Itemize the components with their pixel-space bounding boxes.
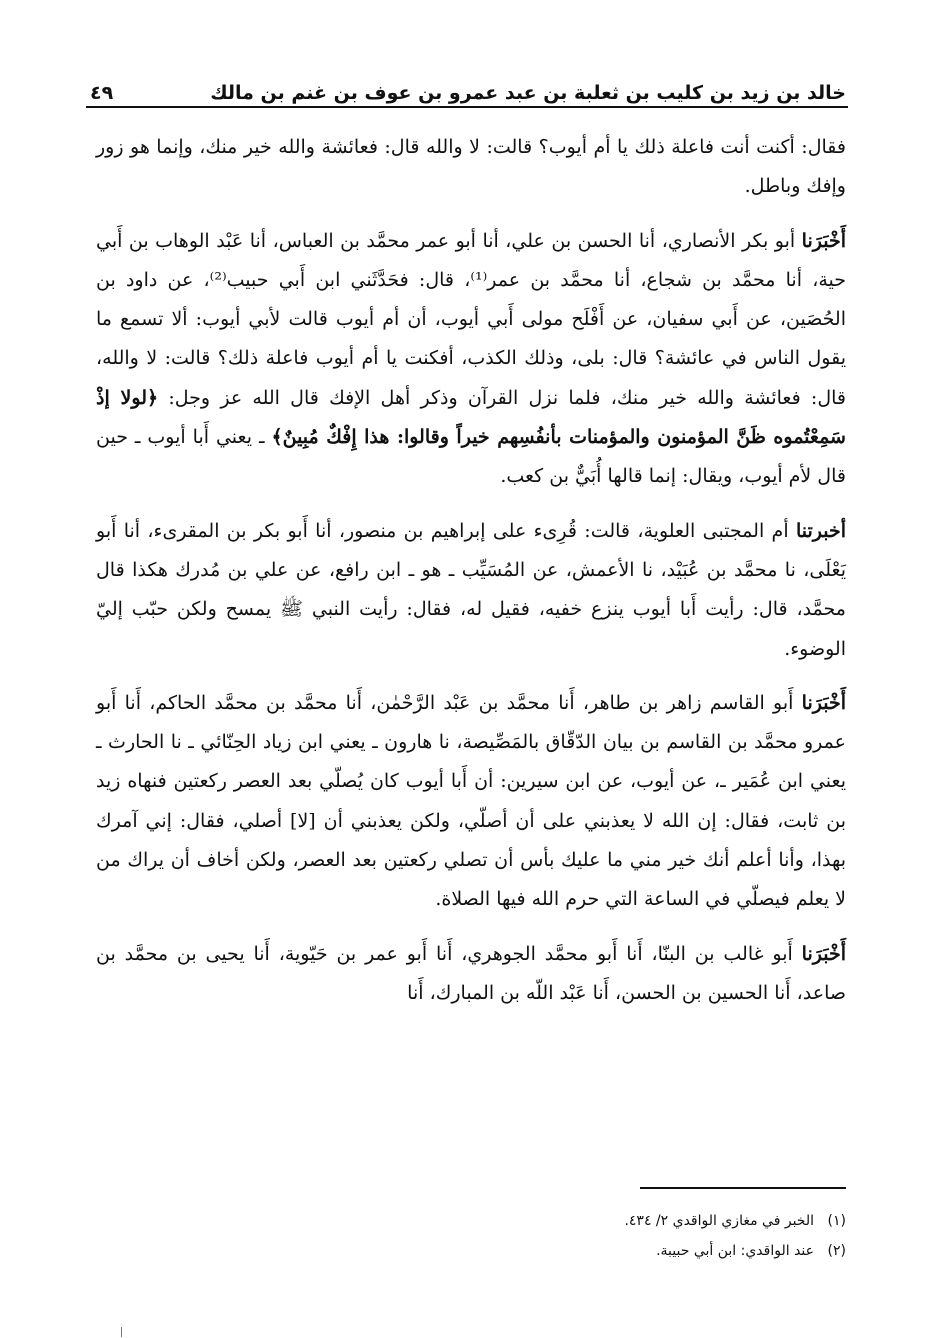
quran-quote: ﴿لولا إذْ سَمِعْتُموه ظَنَّ المؤمنون والمؤمنات بأنفُسِهم خيراً وقالوا: هذا إِفْكٌ مُبِينٌ﴾	[96, 386, 846, 449]
isnad-lead: أَخْبَرَنا	[801, 942, 846, 965]
paragraph-3	[96, 512, 846, 669]
footnote-rule	[640, 1187, 846, 1189]
footnote-text: عند الواقدي: ابن أبي حبيبة.	[656, 1243, 814, 1259]
paragraph-text: أم المجتبى العلوية، قالت: قُرِىء على إبراهيم بن منصور، أنا أَبو بكر بن المقرىء، أنا أَبو يَعْلَى، نا محمَّد بن عُبَيْد، نا الأعمش، عن المُسَيِّب ـ هو ـ ابن رافع، عن علي بن مُدرك هكذا قال محمَّد، قال: رأيت أَبا أيوب ينزع خفيه، فقيل له، فقال: رأيت النبي ﷺ يمسح ولكن حبّب إليّ الوضوء.	[96, 519, 846, 660]
header-title: خالد بن زيد بن كليب بن ثعلبة بن عبد عمرو بن عوف بن غنم بن مالك	[210, 82, 846, 104]
header-rule	[86, 106, 848, 108]
paragraph-text: فقال: أكنت أنت فاعلة ذلك يا أم أيوب؟ قالت: لا والله قال: فعائشة والله خير منك، وإنما هو زور وإفك وباطل.	[96, 136, 846, 198]
paragraph-2	[96, 222, 846, 497]
page-number: ٤٩	[90, 82, 114, 104]
footnotes	[450, 1206, 846, 1266]
scan-mark	[121, 1327, 122, 1337]
main-text	[96, 128, 846, 1013]
isnad-lead: أَخْبَرَنا	[801, 691, 846, 714]
paragraph-text: أَبو القاسم زاهر بن طاهر، أَنا محمَّد بن عَبْد الرَّحْمٰن، أَنا محمَّد بن محمَّد الحاكم، أَنا أَبو عمرو محمَّد بن القاسم بن بيان الدّقّاق بالمَصِّيصة، نا هارون ـ يعني ابن زياد الحِنّائي ـ نا الحارث ـ يعني ابن عُمَير ـ، عن أيوب، عن ابن سيرين: أن أَبا أيوب كان يُصلّي بعد العصر ركعتين فنهاه زيد بن ثابت، فقال: إن الله لا يعذبني على أن أصلّي، ولكن يعذبني أن [لا] أصلي، فقال: إني آمرك بهذا، وأنا أعلم أنك خير مني ما عليك بأس أن تصلي ركعتين بعد العصر، ولكن أخاف أن يراك من لا يعلم فيصلّي في الساعة التي حرم الله فيها الصلاة.	[96, 691, 846, 911]
isnad-lead: أخبرتنا	[795, 519, 846, 542]
paragraph-text: أبو بكر الأنصاري، أنا الحسن بن علي، أنا أبو عمر محمَّد بن العباس، أنا عَبْد الوهاب بن أَبي حية، أنا محمَّد بن شجاع، أنا محمَّد بن عمر⁽¹⁾، قال: فحَدَّثَني ابن أَبي حبيب⁽²⁾، عن داود بن الحُصَين، عن أَبي سفيان، عن أَفْلَح مولى أَبي أيوب، أن أم أيوب قالت لأبي أيوب: ألا تسمع ما يقول الناس في عائشة؟ قال: بلى، وذلك الكذب، أفكنت يا أم أيوب فاعلة ذلك؟ قالت: لا والله، قال: فعائشة والله خير منك، فلما نزل القرآن وذكر أهل الإفك قال الله عز وجل:	[96, 229, 846, 409]
footnote-text: الخبر في مغازي الواقدي ٢/ ٤٣٤.	[624, 1213, 814, 1229]
footnote-1	[450, 1206, 846, 1236]
paragraph-1	[96, 128, 846, 207]
footnote-number: (١)	[827, 1213, 846, 1229]
paragraph-text: أَبو غالب بن البنّا، أَنا أَبو محمَّد الجوهري، أَنا أَبو عمر بن حَيّوية، أَنا يحيى بن محمَّد بن صاعد، أَنا الحسين بن الحسن، أَنا عَبْد اللّه بن المبارك، أَنا	[96, 942, 846, 1004]
footnote-number: (٢)	[827, 1243, 846, 1259]
footnote-2	[450, 1236, 846, 1266]
running-header	[90, 68, 846, 104]
isnad-lead: أَخْبَرَنا	[801, 229, 846, 252]
paragraph-4	[96, 684, 846, 920]
paragraph-5	[96, 935, 846, 1014]
paragraph-tail: ـ يعني أَبا أيوب ـ حين قال لأم أيوب، ويقال: إنما قالها أُبَيٌّ بن كعب.	[96, 426, 846, 488]
